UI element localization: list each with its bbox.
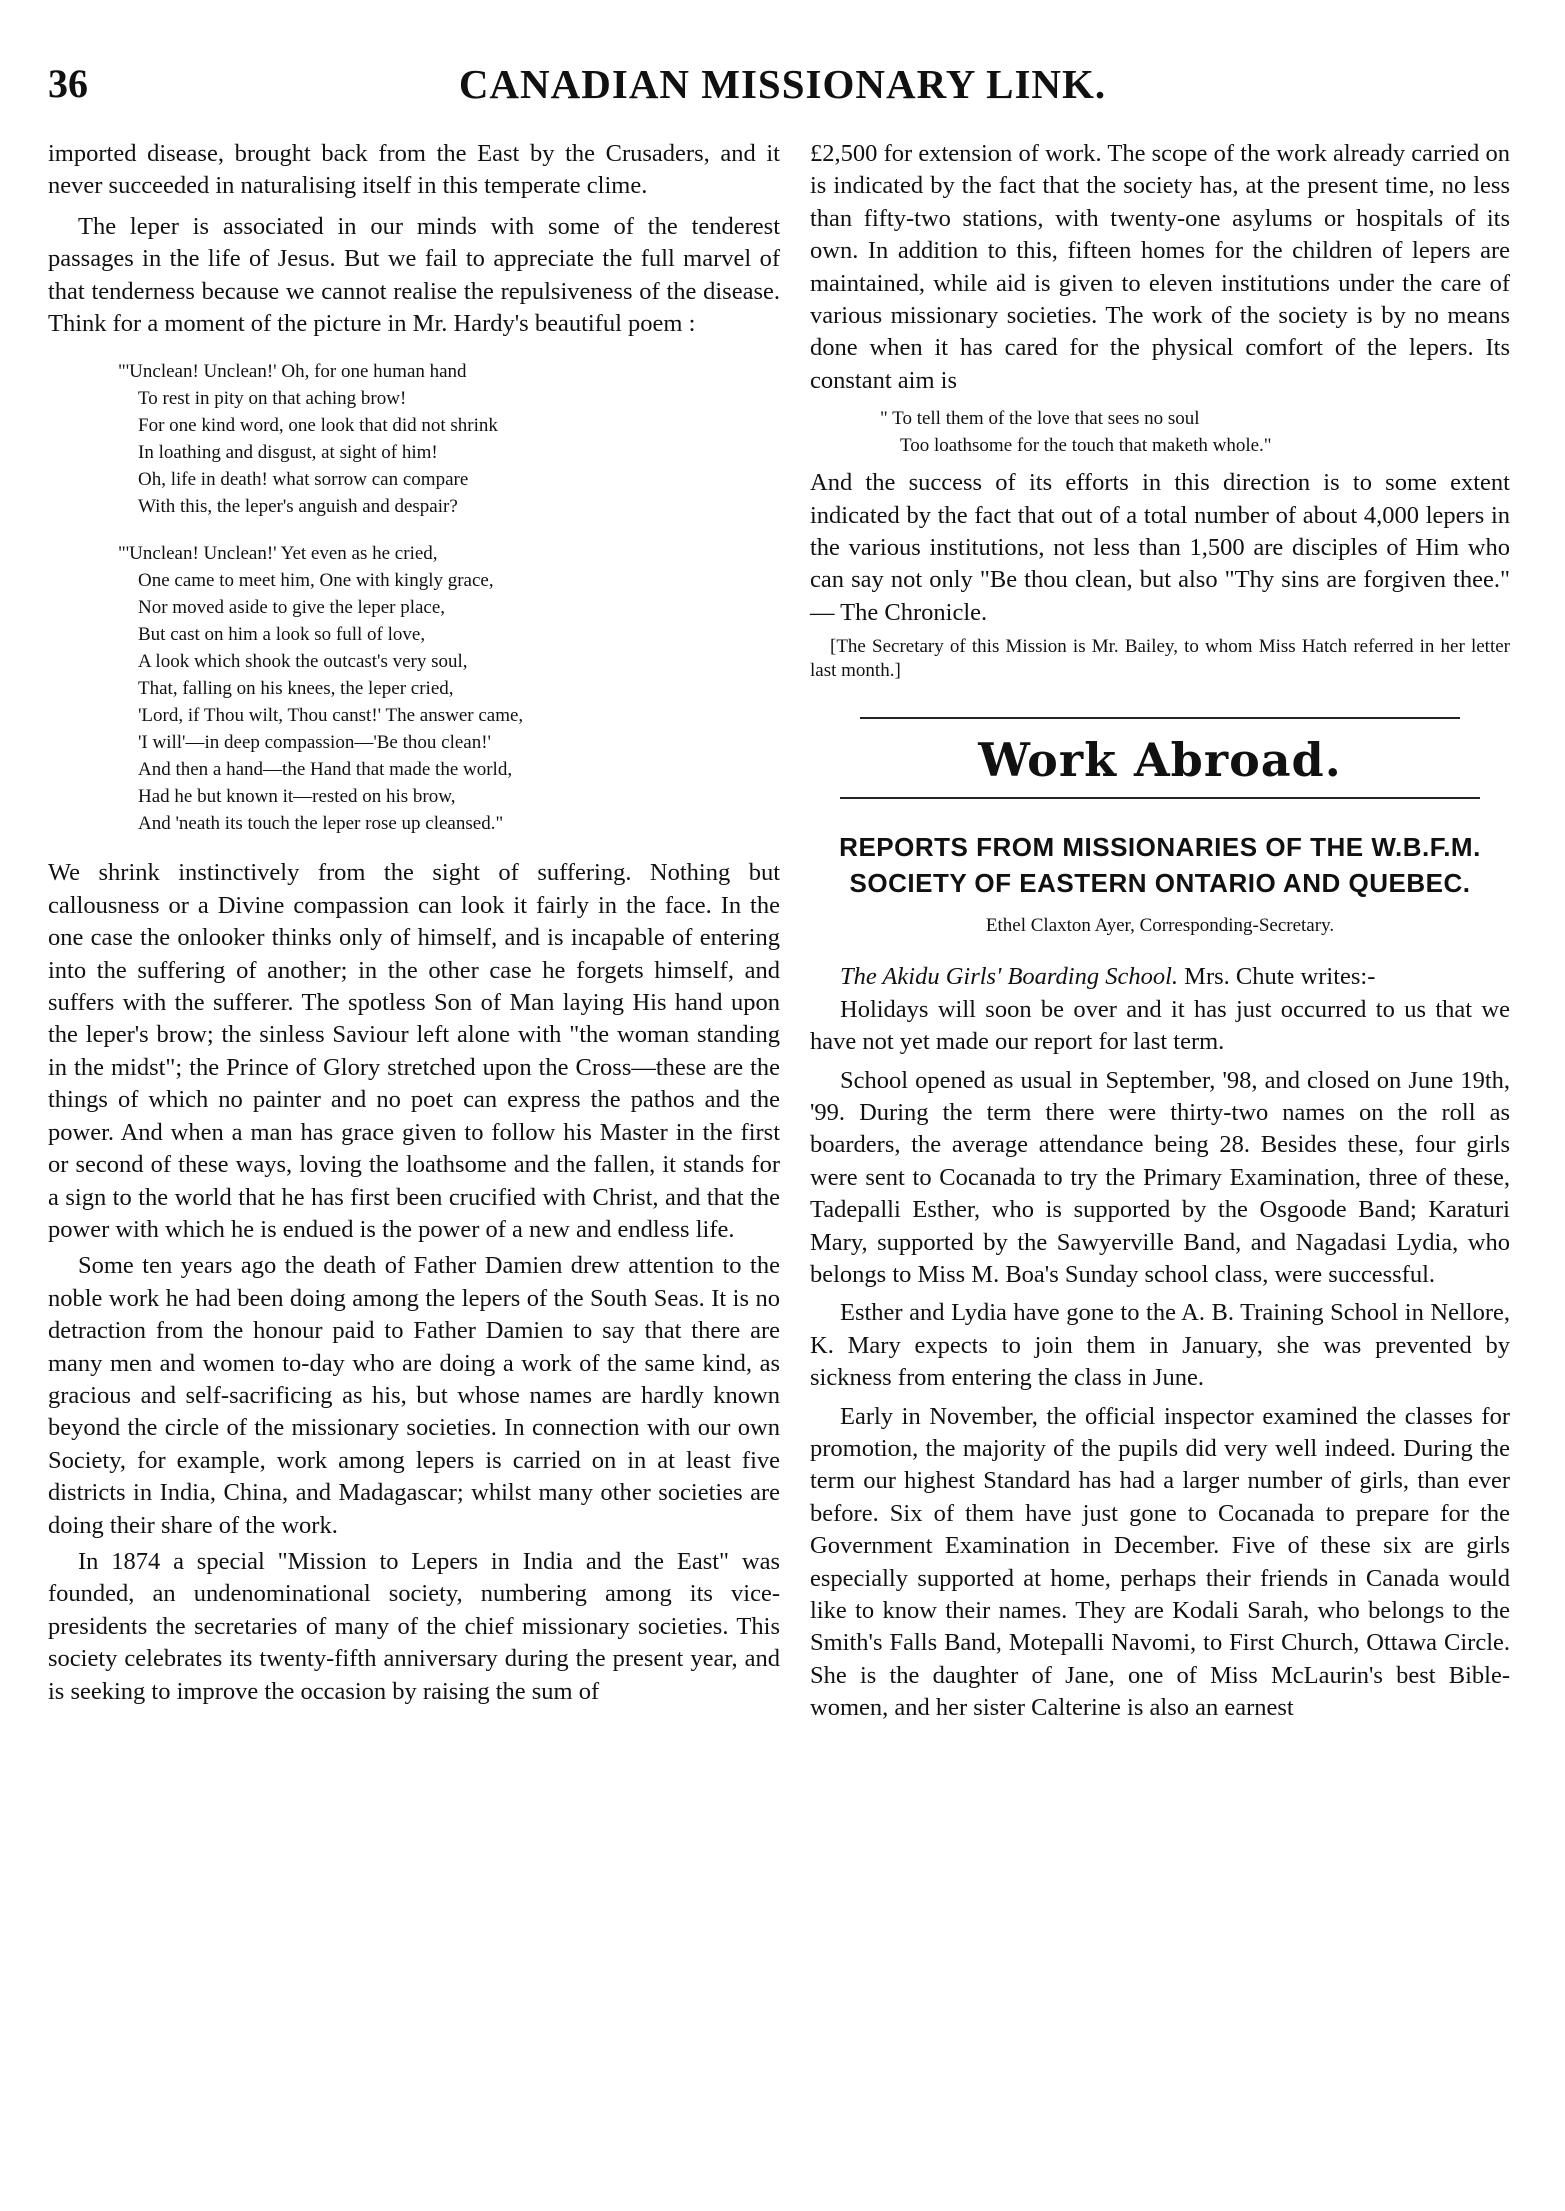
report-subject: The Akidu Girls' Boarding School. bbox=[840, 963, 1179, 991]
paragraph: £2,500 for extension of work. The scope of the work already carried on is indicated by the fact that the society has, at the present time, no less than fifty-two stations, with twenty-one asylums or hospitals of its own. In addition to this, fifteen homes for the children of lepers are maintained, while aid is given to eleven institutions under the care of various missionary societies. The work of the society is by no means done when it has cared for the physical comfort of the lepers. Its constant aim is bbox=[810, 140, 1510, 394]
paragraph: School opened as usual in September, '98, and closed on June 19th, '99. During the term there were thirty-two names on the roll as boarders, the average attendance being 28. Besides these, four girls were sent to Cocanada to try the Primary Examination, three of these, Tadepalli Esther, who is supported by the Osgoode Band; Karaturi Mary, supported by the Sawyerville Band, and Nagadasi Lydia, who belongs to Miss M. Boa's Sunday school class, were successful. bbox=[810, 1066, 1510, 1288]
secretary-credit: Ethel Claxton Ayer, Corresponding-Secretary. bbox=[985, 915, 1335, 937]
poem-line: To rest in pity on that aching brow! bbox=[138, 388, 407, 410]
section-title: Work Abroad. bbox=[978, 733, 1342, 788]
verse-quotation bbox=[880, 405, 1510, 459]
poem-line: Had he but known it—rested on his brow, bbox=[138, 786, 456, 808]
poem-line: And then a hand—the Hand that made the world, bbox=[138, 759, 513, 781]
poem-quotation bbox=[118, 358, 780, 837]
running-title: CANADIAN MISSIONARY LINK. bbox=[458, 61, 1107, 107]
paragraph: imported disease, brought back from the East by the Crusaders, and it never succeeded in naturalising itself in this temperate clime. bbox=[48, 140, 780, 200]
poem-line: That, falling on his knees, the leper cried, bbox=[138, 678, 454, 700]
paragraph: Holidays will soon be over and it has just occurred to us that we have not yet made our report for last term. bbox=[810, 995, 1510, 1056]
paragraph: Early in November, the official inspector examined the classes for promotion, the majority of the pupils did very well indeed. During the term our highest Standard has had a larger number of girls, than ever before. Six of them have just gone to Cocanada to prepare for the Government Examination in December. Five of these six are girls especially supported at home, perhaps their friends in Canada would like to know their names. They are Kodali Sarah, who belongs to the Smith's Falls Band, Motepalli Navomi, to First Church, Ottawa Circle. She is the daughter of Jane, one of Miss McLaurin's best Bible-women, and her sister Calterine is also an earnest bbox=[810, 1402, 1510, 1722]
poem-line: Oh, life in death! what sorrow can compare bbox=[138, 469, 469, 491]
poem-line: But cast on him a look so full of love, bbox=[138, 624, 426, 646]
poem-line: One came to meet him, One with kingly grace, bbox=[138, 570, 494, 592]
page-number: 36 bbox=[48, 61, 88, 106]
right-column bbox=[810, 138, 1510, 1725]
poem-stanza bbox=[118, 358, 780, 520]
section-divider bbox=[840, 797, 1480, 799]
poem-line: A look which shook the outcast's very soul, bbox=[138, 651, 468, 673]
poem-line: In loathing and disgust, at sight of him! bbox=[138, 442, 438, 464]
poem-line: For one kind word, one look that did not shrink bbox=[138, 415, 498, 437]
quote-line: " To tell them of the love that sees no soul bbox=[880, 408, 1200, 430]
page-header bbox=[48, 60, 1517, 120]
paragraph: Esther and Lydia have gone to the A. B. Training School in Nellore, K. Mary expects to join them in January, she was prevented by sickness from entering the class in June. bbox=[810, 1299, 1510, 1392]
report-author: Mrs. Chute writes:- bbox=[1178, 963, 1376, 991]
poem-line: And 'neath its touch the leper rose up cleansed." bbox=[138, 813, 504, 835]
poem-line: 'I will'—in deep compassion—'Be thou clean!' bbox=[138, 732, 491, 754]
editorial-note: [The Secretary of this Mission is Mr. Bailey, to whom Miss Hatch referred in her letter last month.] bbox=[810, 636, 1510, 682]
poem-stanza bbox=[118, 540, 780, 837]
paragraph: And the success of its efforts in this direction is to some extent indicated by the fact that out of a total number of about 4,000 lepers in the various institutions, not less than 1,500 are disciples of Him who can say not only "Be thou clean, but also "Thy sins are forgiven thee." — The Chronicle. bbox=[810, 469, 1510, 626]
poem-line: "'Unclean! Unclean!' Oh, for one human hand bbox=[118, 361, 467, 383]
quote-line: Too loathsome for the touch that maketh whole." bbox=[900, 435, 1272, 457]
poem-line: "'Unclean! Unclean!' Yet even as he cried, bbox=[118, 543, 438, 565]
paragraph: We shrink instinctively from the sight of suffering. Nothing but callousness or a Divine compassion can look it fairly in the face. In the one case the onlooker thinks only of himself, and is incapable of entering into the suffering of another; in the other case he forgets himself, and suffers with the sufferer. The spotless Son of Man laying His hand upon the leper's brow; the sinless Saviour left alone with "the woman standing in the midst"; the Prince of Glory stretched upon the Cross—these are the things of which no painter and no poet can express the pathos and the power. And when a man has grace given to follow his Master in the first or second of these ways, loving the loathsome and the fallen, it stands for a sign to the world that he has first been crucified with Christ, and that the power with which he is endued is the power of a new and endless life. bbox=[48, 859, 780, 1243]
report-heading-line: SOCIETY OF EASTERN ONTARIO AND QUEBEC. bbox=[849, 868, 1471, 899]
poem-line: With this, the leper's anguish and despair? bbox=[138, 496, 458, 518]
report-heading-line: REPORTS FROM MISSIONARIES OF THE W.B.F.M. bbox=[839, 832, 1481, 863]
paragraph: In 1874 a special "Mission to Lepers in India and the East" was founded, an undenominational society, numbering among its vice-presidents the secretaries of many of the chief missionary societies. This society celebrates its twenty-fifth anniversary during the present year, and is seeking to improve the occasion by raising the sum of bbox=[48, 1547, 780, 1705]
paragraph: The leper is associated in our minds with some of the tenderest passages in the life of Jesus. But we fail to appreciate the full marvel of that tenderness because we cannot realise the repulsiveness of the disease. Think for a moment of the picture in Mr. Hardy's beautiful poem : bbox=[48, 212, 780, 338]
poem-line: 'Lord, if Thou wilt, Thou canst!' The answer came, bbox=[138, 705, 524, 727]
report-heading bbox=[810, 829, 1510, 901]
paragraph: Some ten years ago the death of Father Damien drew attention to the noble work he had been doing among the lepers of the South Seas. It is no detraction from the honour paid to Father Damien to say that there are many men and women to-day who are doing a work of the same kind, as gracious and self-sacrificing as his, but whose names are hardly known beyond the circle of the missionary societies. In connection with our own Society, for example, work among lepers is carried on in at least five districts in India, China, and Madagascar; whilst many other societies are doing their share of the work. bbox=[48, 1252, 780, 1539]
poem-line: Nor moved aside to give the leper place, bbox=[138, 597, 446, 619]
section-divider bbox=[860, 717, 1460, 719]
left-column bbox=[48, 138, 780, 1708]
report-lead bbox=[810, 961, 1510, 993]
